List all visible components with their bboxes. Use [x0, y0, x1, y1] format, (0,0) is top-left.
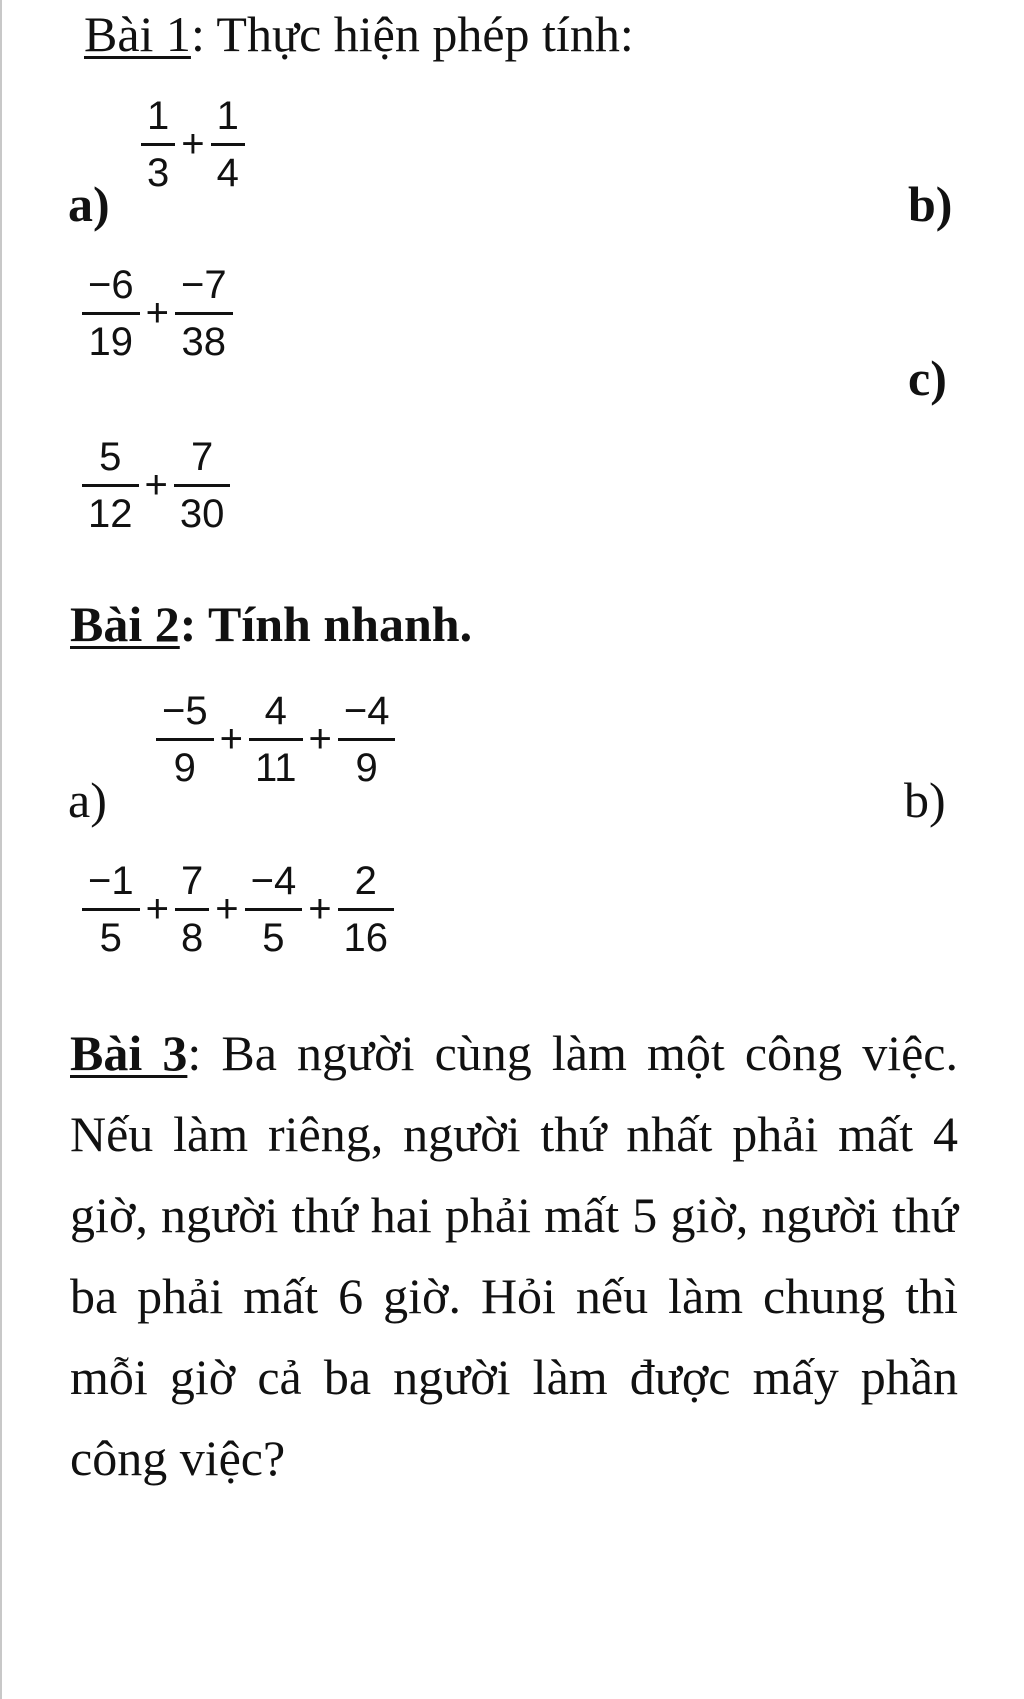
- bai3-paragraph: [70, 1013, 958, 1499]
- bai2-label-b: b): [904, 772, 946, 828]
- fraction: $\frac{-4}{5}$: [245, 858, 303, 961]
- bai2-label-a: a): [68, 772, 107, 828]
- fraction: $\frac{-6}{19}$: [82, 262, 140, 365]
- fraction: $\frac{5}{12}$: [82, 434, 139, 537]
- plus-operator: +: [308, 887, 332, 931]
- plus-operator: +: [219, 717, 243, 761]
- plus-operator: +: [215, 887, 239, 931]
- page-left-border: [0, 0, 2, 1699]
- bai3-title: Bài 3: [70, 1025, 188, 1081]
- fraction: $\frac{2}{16}$: [338, 858, 395, 961]
- bai1-expr-c: [78, 434, 234, 537]
- bai1-heading: [84, 6, 634, 62]
- plus-operator: +: [145, 887, 169, 931]
- fraction: $\frac{7}{8}$: [175, 858, 209, 961]
- plus-operator: +: [308, 717, 332, 761]
- fraction: $\frac{7}{30}$: [174, 434, 231, 537]
- bai2-heading-text: : Tính nhanh.: [179, 596, 473, 652]
- fraction: $\frac{-1}{5}$: [82, 858, 140, 961]
- bai2-heading: [70, 596, 472, 652]
- bai1-label-c: c): [908, 350, 947, 406]
- bai2-expr-b: [78, 858, 398, 961]
- fraction: $\frac{-4}{9}$: [338, 688, 396, 791]
- plus-operator: +: [144, 463, 168, 507]
- bai1-expr-b: [78, 262, 237, 365]
- bai1-label-b: b): [908, 176, 953, 232]
- bai1-label-a: a): [68, 176, 110, 232]
- bai2-title: Bài 2: [70, 596, 180, 652]
- plus-operator: +: [145, 291, 169, 335]
- bai1-title: Bài 1: [84, 6, 191, 62]
- fraction: $\frac{4}{11}$: [249, 688, 303, 791]
- bai1-heading-text: : Thực hiện phép tính:: [190, 6, 634, 62]
- fraction: $\frac{1}{4}$: [211, 93, 245, 196]
- plus-operator: +: [181, 122, 205, 166]
- bai1-expr-a: [137, 93, 249, 196]
- bai2-expr-a: [152, 688, 399, 791]
- fraction: $\frac{-7}{38}$: [175, 262, 233, 365]
- fraction: $\frac{-5}{9}$: [156, 688, 214, 791]
- bai3-text: : Ba người cùng làm một công việc. Nếu làm riêng, người thứ nhất phải mất 4 giờ, người thứ hai phải mất 5 giờ, người thứ ba phải mất 6 giờ. Hỏi nếu làm chung thì mỗi giờ cả ba người làm được mấy phần công việc?: [70, 1025, 958, 1486]
- fraction: $\frac{1}{3}$: [141, 93, 175, 196]
